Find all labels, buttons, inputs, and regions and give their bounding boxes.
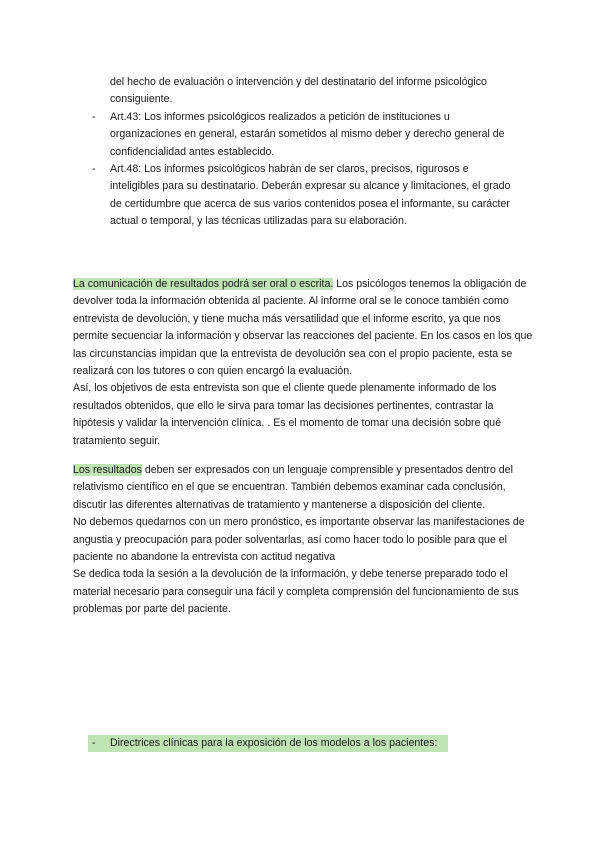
list-item-text: Art.43: Los informes psicológicos realizados a petición de instituciones u organizaciones en general, estarán sometidos al mismo deber y derecho general de confidencialidad antes establecido. xyxy=(110,111,505,158)
paragraph-communication xyxy=(73,276,533,450)
list-bullet: - xyxy=(92,163,96,175)
paragraph-text: Los psicólogos tenemos la obligación de devolver toda la información obtenida al paciente. Al informe oral se le conoce también como entrevista de devolución, y tiene mucha más versatilidad que el informe escrito, ya que nos permite secuenciar la información y observar las reacciones del paciente. En los casos en los que las circunstancias impidan que la entrevista de devolución sea con el propio paciente, esta se realizará con los tutores o con quien encargó la evaluación. xyxy=(73,278,533,378)
list-item-text: Directrices clínicas para la exposición de los modelos a los pacientes: xyxy=(110,737,438,749)
list-continuation-text: del hecho de evaluación o intervención y del destinatario del informe psicológico consiguiente. xyxy=(110,76,487,106)
list-item-text: Art.48: Los informes psicológicos habrán de ser claros, precisos, rigurosos e inteligibles para su destinatario. Deberán expresar su alcance y limitaciones, el grado de certidumbre que acerca de sus varios contenidos posea el informante, su carácter actual o temporal, y las técnicas utilizadas para su elaboración. xyxy=(110,163,511,228)
list-bullet: - xyxy=(92,111,96,123)
paragraph-text: No debemos quedarnos con un mero pronóstico, es importante observar las manifestaciones de angustia y preocupación para poder solventarlas, así como hacer todo lo posible para que el paciente no abandone la entrevista con actitud negativa xyxy=(73,516,525,564)
highlighted-heading: Los resultados xyxy=(73,464,142,476)
list-bullet: - xyxy=(92,737,96,749)
paragraph-text: deben ser expresados con un lenguaje comprensible y presentados dentro del relativismo científico en el que se encuentran. También debemos examinar cada conclusión, discutir las diferentes alternativas de tratamiento y mantenerse a disposición del cliente. xyxy=(73,464,513,511)
paragraph-text: Se dedica toda la sesión a la devolución de la información, y debe tenerse preparado todo el material necesario para conseguir una fácil y completa comprensión del funcionamiento de sus problemas por parte del paciente. xyxy=(73,568,519,616)
paragraph-text: Así, los objetivos de esta entrevista son que el cliente quede plenamente informado de los resultados obtenidos, que ello le sirva para tomar las decisiones pertinentes, contrastar la hipótesis y validar la intervención clínica. . Es el momento de tomar una decisión sobre qué tratamiento seguir. xyxy=(73,382,502,447)
highlighted-heading: La comunicación de resultados podrá ser oral o escrita. xyxy=(73,278,334,290)
paragraph-results xyxy=(73,462,533,619)
